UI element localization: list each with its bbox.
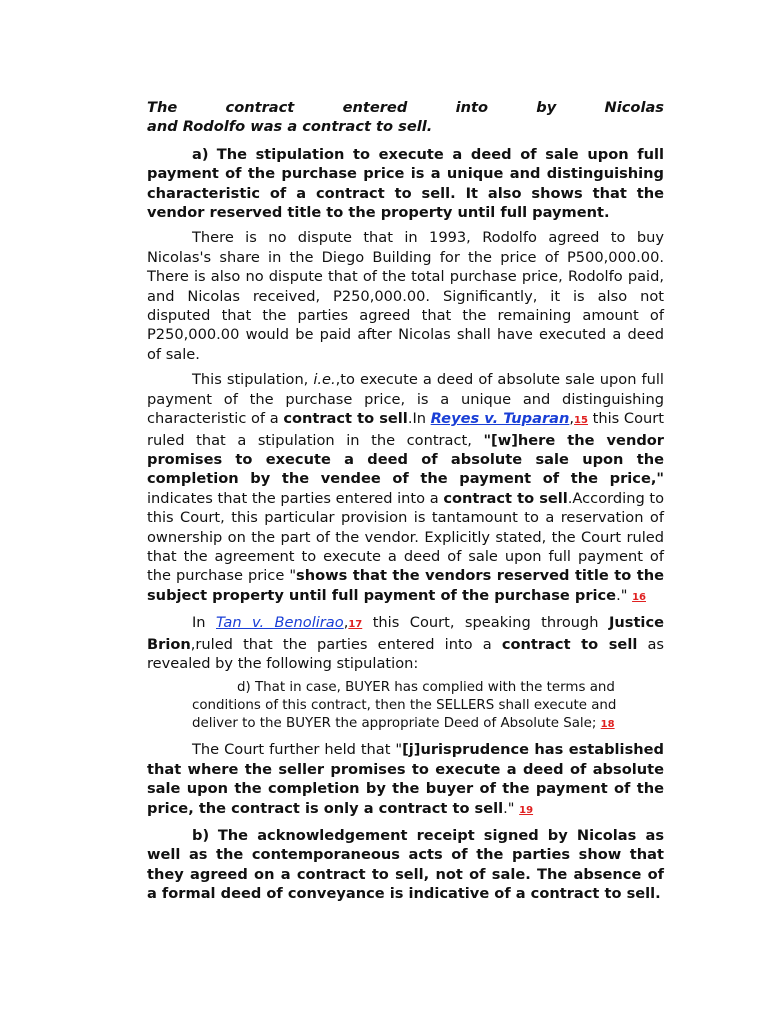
p2-bold-3: contract to sell xyxy=(443,489,568,507)
p2-text-7: .According to this Court, this particular provision is tantamount to a reservation of ownership on the part of the vendor. Explicitly stated, the Court ruled that the agreement to execute a deed of sale upon full payment of the purchase price " xyxy=(147,489,665,585)
paragraph-3 xyxy=(147,613,664,673)
footnote-link-17[interactable]: 17 xyxy=(348,619,363,631)
footnote-link-16[interactable]: 16 xyxy=(632,591,646,603)
p2-ie: i.e. xyxy=(313,371,336,389)
section-b-text: The acknowledgement receipt signed by Nicolas as well as the contemporaneous acts of the parties show that they agreed on a contract to sell, not of sale. The absence of a formal deed of conveyance is indicative of a contract to sell. xyxy=(147,827,665,903)
paragraph-1: There is no dispute that in 1993, Rodolfo agreed to buy Nicolas's share in the Diego Building for the price of P500,000.00. There is also no dispute that of the total purchase price, Rodolfo paid, and Nicolas received, P250,000.00. Significantly, it is also not disputed that the parties agreed that the remaining amount of P250,000.00 would be paid after Nicolas shall have executed a deed of sale. xyxy=(147,229,664,363)
p2-bold-2: "[w]here the vendor promises to execute a deed of absolute sale upon the completion by the vendee of the payment of the price," xyxy=(147,431,665,488)
p3-bold-1: Justice Brion xyxy=(147,614,664,653)
block-quote xyxy=(192,679,632,734)
p2-text-1: This stipulation, xyxy=(192,371,314,389)
section-heading xyxy=(147,98,664,137)
p3-text-5: as revealed by the following stipulation: xyxy=(147,635,665,672)
p2-text-2: ,to execute a deed of absolute sale upon full payment of the purchase price, is a unique and distinguishing characteristic of a xyxy=(147,371,664,428)
section-b-label: b) xyxy=(192,827,210,844)
p4-text-1: The Court further held that " xyxy=(192,741,403,759)
paragraph-4 xyxy=(147,740,664,820)
section-a-label: a) xyxy=(192,145,209,163)
p4-text-2: ." xyxy=(503,799,520,817)
quote-text: d) That in case, BUYER has complied with the terms and conditions of this contract, then the SELLERS shall execute and deliver to the BUYER the appropriate Deed of Absolute Sale; xyxy=(192,680,617,732)
footnote-link-15[interactable]: 15 xyxy=(574,415,588,427)
p3-text-4: ,ruled that the parties entered into a xyxy=(190,635,502,653)
p2-text-5: this Court ruled that a stipulation in the contract, xyxy=(147,410,664,449)
p2-bold-1: contract to sell xyxy=(283,410,408,428)
p3-bold-2: contract to sell xyxy=(501,635,638,653)
footnote-link-18[interactable]: 18 xyxy=(600,719,615,731)
footnote-link-19[interactable]: 19 xyxy=(519,804,534,816)
p2-bold-4: shows that the vendors reserved title to the subject property until full payment of the purchase price xyxy=(147,567,664,604)
p2-text-3: .In xyxy=(407,410,431,428)
section-b-heading xyxy=(147,826,664,904)
p2-text-8: ." xyxy=(616,586,633,604)
p3-text-1: In xyxy=(192,614,216,632)
p2-text-6: indicates that the parties entered into a xyxy=(147,489,444,507)
case-link-reyes-v-tuparan[interactable]: Reyes v. Tuparan xyxy=(430,410,570,428)
p3-text-2: , xyxy=(343,614,349,632)
heading-line-2: and Rodolfo was a contract to sell. xyxy=(147,118,433,136)
paragraph-2 xyxy=(147,370,664,607)
case-link-tan-v-benolirao[interactable]: Tan v. Benolirao xyxy=(216,614,344,632)
heading-line-1: The contract entered into by Nicolas xyxy=(147,99,664,116)
p4-bold-1: [j]urisprudence has established that where the seller promises to execute a deed of absolute sale upon the completion by the buyer of the payment of the price, the contract is only a contract to sell xyxy=(147,741,664,817)
p3-text-3: this Court, speaking through xyxy=(362,614,609,632)
p2-text-4: , xyxy=(569,410,575,428)
section-a-heading xyxy=(147,145,664,223)
section-a-text: The stipulation to execute a deed of sale upon full payment of the purchase price is a unique and distinguishing characteristic of a contract to sell. It also shows that the vendor reserved title to the property until full payment. xyxy=(147,145,664,222)
